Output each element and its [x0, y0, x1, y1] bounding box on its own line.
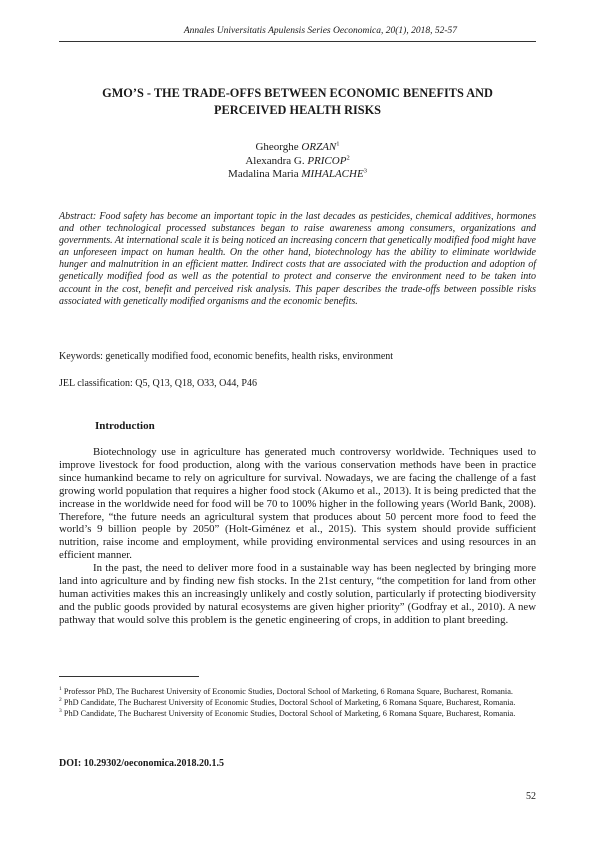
- keywords: Keywords: genetically modified food, economic benefits, health risks, environment: [59, 351, 394, 362]
- footnote-text: PhD Candidate, The Bucharest University of Economic Studies, Doctoral School of Marketing, 6 Romana Square, Bucharest, Romania.: [61, 709, 516, 719]
- title-line-2: PERCEIVED HEALTH RISKS: [214, 103, 381, 117]
- footnote-3: [59, 708, 536, 719]
- paper-title: [59, 85, 536, 119]
- author-2: [59, 155, 536, 169]
- footnote-marker: 2: [346, 153, 350, 161]
- author-given-name: Madalina Maria: [228, 168, 302, 180]
- footnote-marker: 1: [336, 140, 340, 148]
- author-given-name: Alexandra G.: [245, 154, 308, 167]
- jel-classification: JEL classification: Q5, Q13, Q18, O33, O44, P46: [59, 378, 257, 389]
- title-line-1: GMO’S - THE TRADE-OFFS BETWEEN ECONOMIC BENEFITS AND: [102, 86, 493, 100]
- author-1: [59, 141, 536, 155]
- author-family-name: MIHALACHE: [301, 168, 364, 180]
- footnote-mark: 2: [59, 697, 62, 704]
- author-3: [59, 168, 536, 182]
- header-rule: [59, 41, 536, 42]
- footnote-text: Professor PhD, The Bucharest University of Economic Studies, Doctoral School of Marketing, 6 Romana Square, Bucharest, Romania.: [61, 687, 513, 696]
- abstract: Abstract: Food safety has become an important topic in the last decades as pesticides, chemical additives, hormones and other technological processed substances began to raise awareness among consumers, organizations and governments. At international scale it is being noticed an increasing concern that genetically modified food might have an unforeseen impact on human health. On the other hand, biotechnology has the ability to eliminate worldwide hunger and malnutrition in an efficient matter. Indirect costs that are associated with the production and adoption of genetically modified food as well as the potential to protect and conserve the environment need to be taken into account in the cost, benefit and perceived risk analysis. This paper describes the trade-offs between possible risks associated with genetically modified organisms and the economic benefits.: [59, 211, 536, 307]
- footnote-2: [59, 697, 536, 708]
- running-head: Annales Universitatis Apulensis Series Oeconomica, 20(1), 2018, 52-57: [183, 26, 457, 36]
- footnote-marker: 3: [363, 167, 367, 175]
- footnote-1: [59, 686, 536, 697]
- body-paragraph: In the past, the need to deliver more food in a sustainable way has been neglected by bringing more land into agriculture and by finding new fish stocks. In the 21st century, “the competition for land from other human activities makes this an increasingly unlikely and costly solution, particularly if protecting biodiversity and the public goods provided by natural ecosystems are given higher priority” (Godfray et al., 2010). A new pathway that would solve this problem is the genetic engineering of crops, in addition to plant breeding.: [59, 562, 536, 626]
- author-family-name: ORZAN: [301, 141, 337, 153]
- author-family-name: PRICOP: [307, 154, 347, 167]
- introduction-body: [59, 446, 536, 627]
- page-number: 52: [526, 791, 536, 802]
- body-paragraph: Biotechnology use in agriculture has generated much controversy worldwide. Techniques used to improve livestock for food production, along with the various conservation methods have been in practice since humankind became to rely on agriculture for survival. Nowadays, we are facing the challenge of a fast growing world population that requires a higher food stock (Akumo et al., 2013). It is being predicted that the increase in the worldwide need for food will be 70 to 100% higher in the following years (World Bank, 2008). Therefore, “the future needs an agricultural system that produces about 50 percent more food to feed the world’s 9 billion people by 2050” (Holt-Giménez et al., 2015). This system should provide sufficient nutrition, raise income and employment, while providing environmental services and using resources in an efficient manner.: [59, 446, 536, 562]
- footnotes: [59, 686, 536, 720]
- author-given-name: Gheorghe: [255, 141, 302, 153]
- section-heading-introduction: Introduction: [95, 420, 155, 432]
- footnote-rule: [59, 676, 199, 677]
- doi: DOI: 10.29302/oeconomica.2018.20.1.5: [59, 758, 224, 769]
- footnote-mark: 3: [59, 708, 62, 715]
- author-list: [59, 141, 536, 182]
- footnote-mark: 1: [59, 686, 62, 693]
- footnote-text: PhD Candidate, The Bucharest University of Economic Studies, Doctoral School of Marketing, 6 Romana Square, Bucharest, Romania.: [61, 698, 516, 708]
